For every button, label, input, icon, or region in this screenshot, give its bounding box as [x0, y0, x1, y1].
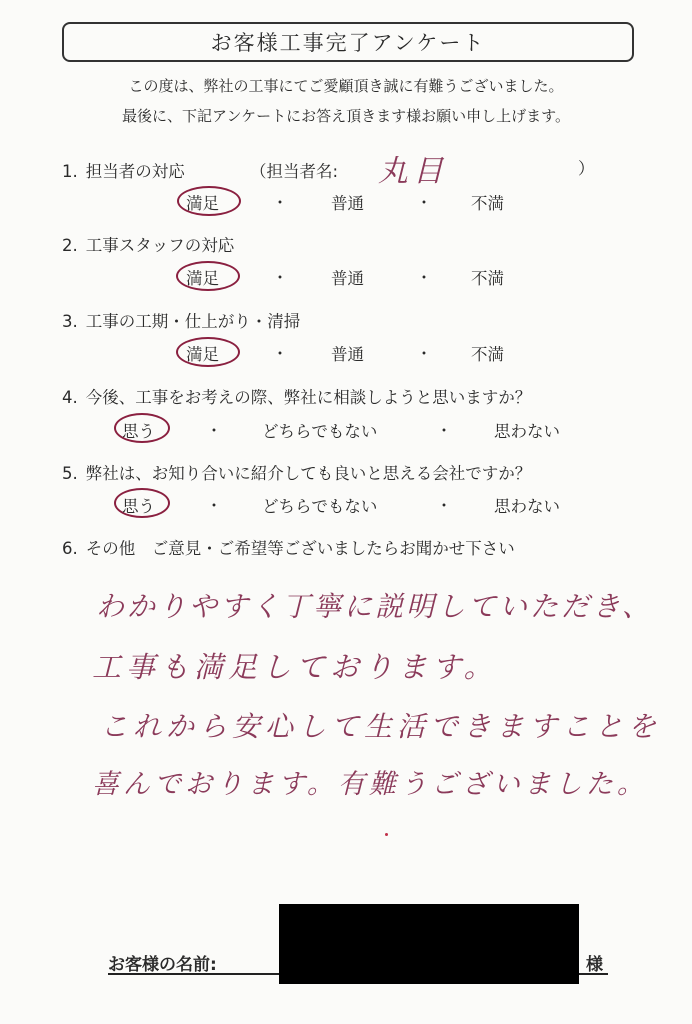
question-2 [62, 232, 234, 256]
option-neutral[interactable]: どちらでもない [262, 497, 378, 516]
question-text: 弊社は、お知り合いに紹介しても良いと思える会社ですか？ [85, 464, 532, 483]
question-number: 4. [62, 388, 78, 407]
staff-name-handwritten: 丸目 [378, 154, 448, 189]
separator: ・ [436, 496, 453, 515]
option-normal[interactable]: 普通 [331, 345, 364, 364]
separator: ・ [436, 421, 453, 440]
option-normal[interactable]: 普通 [331, 194, 364, 213]
customer-name-label: お客様の名前: [108, 955, 217, 975]
option-agree[interactable]: 思う [122, 497, 155, 516]
option-neutral[interactable]: どちらでもない [262, 422, 378, 441]
question-text: 今後、工事をお考えの際、弊社に相談しようと思いますか？ [85, 388, 532, 407]
staff-name-close: ） [578, 159, 595, 178]
question-4 [62, 384, 531, 408]
option-dissatisfied[interactable]: 不満 [471, 194, 504, 213]
option-satisfied[interactable]: 満足 [186, 194, 219, 213]
question-number: 2. [62, 236, 78, 255]
separator: ・ [272, 193, 289, 212]
question-number: 1. [62, 162, 78, 181]
comment-line-1: わかりやすく丁寧に説明していただき、 [96, 590, 653, 623]
question-number: 5. [62, 464, 78, 483]
option-dissatisfied[interactable]: 不満 [471, 269, 504, 288]
comment-line-2: 工事も満足しております。 [92, 650, 498, 684]
option-agree[interactable]: 思う [122, 422, 155, 441]
question-text: 工事の工期・仕上がり・清掃 [85, 312, 301, 331]
survey-title-box [62, 22, 634, 62]
separator: ・ [416, 344, 433, 363]
option-disagree[interactable]: 思わない [494, 497, 560, 516]
ink-speck [385, 833, 388, 836]
option-satisfied[interactable]: 満足 [186, 345, 219, 364]
comment-line-3: これから安心して生活できますことを [100, 710, 662, 743]
separator: ・ [416, 193, 433, 212]
intro-line-1: この度は、弊社の工事にてご愛顧頂き誠に有難うございました。 [128, 77, 564, 95]
comment-line-4: 喜んでおります。有難うございました。 [92, 769, 648, 800]
question-number: 6. [62, 539, 78, 558]
question-1 [62, 158, 185, 182]
question-number: 3. [62, 312, 78, 331]
separator: ・ [416, 268, 433, 287]
survey-title: お客様工事完了アンケート [210, 31, 486, 55]
intro-line-2: 最後に、下記アンケートにお答え頂きます様お願い申し上げます。 [122, 107, 570, 125]
option-dissatisfied[interactable]: 不満 [471, 345, 504, 364]
option-disagree[interactable]: 思わない [494, 422, 560, 441]
question-text: その他 ご意見・ご希望等ございましたらお聞かせ下さい [85, 539, 515, 558]
separator: ・ [206, 421, 223, 440]
option-normal[interactable]: 普通 [331, 269, 364, 288]
staff-name-label: （担当者名: [250, 162, 339, 181]
separator: ・ [272, 268, 289, 287]
separator: ・ [272, 344, 289, 363]
question-6 [62, 535, 515, 559]
redacted-name [279, 904, 579, 984]
question-5 [62, 460, 531, 484]
honorific-sama: 様 [586, 955, 603, 975]
question-3 [62, 308, 300, 332]
question-text: 工事スタッフの対応 [85, 236, 235, 255]
option-satisfied[interactable]: 満足 [186, 269, 219, 288]
question-text: 担当者の対応 [85, 162, 185, 181]
separator: ・ [206, 496, 223, 515]
